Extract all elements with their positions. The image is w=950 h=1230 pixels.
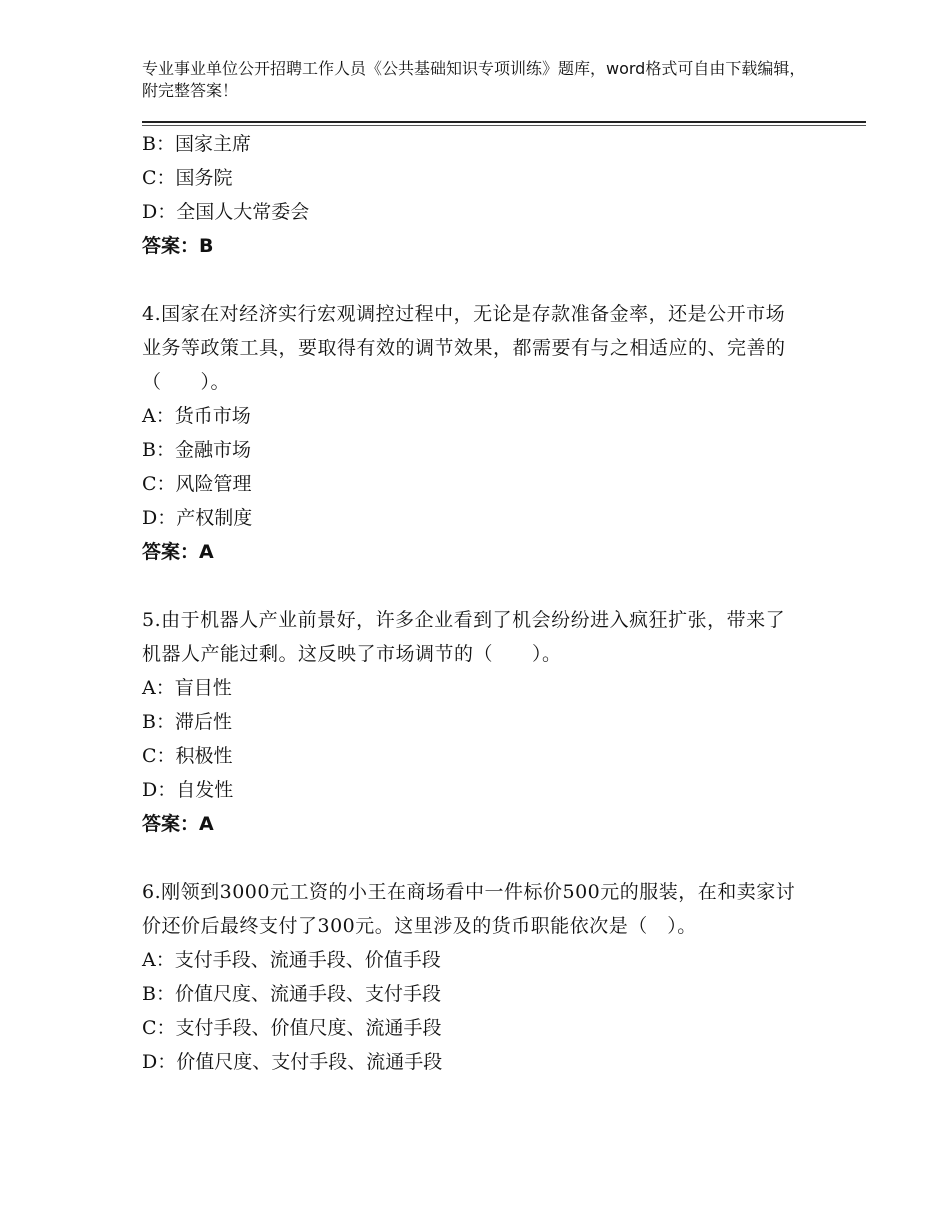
question-prev: [142, 127, 802, 263]
option-a: A：支付手段、流通手段、价值手段: [142, 949, 441, 971]
answer: 答案：A: [142, 813, 214, 835]
page-header: 专业事业单位公开招聘工作人员《公共基础知识专项训练》题库，word格式可自由下载编辑，附完整答案！: [142, 59, 806, 100]
question-5: [142, 603, 802, 841]
option-d: D：产权制度: [142, 507, 253, 529]
option-d: D：全国人大常委会: [142, 201, 310, 223]
header-rule-thin: [142, 125, 866, 126]
option-c: C：支付手段、价值尺度、流通手段: [142, 1017, 442, 1039]
option-b: B：滞后性: [142, 711, 232, 733]
question-6: [142, 875, 802, 1079]
answer: 答案：B: [142, 235, 214, 257]
question-stem: 5.由于机器人产业前景好，许多企业看到了机会纷纷进入疯狂扩张，带来了机器人产能过剩。这反映了市场调节的（ ）。: [142, 609, 786, 665]
question-stem: 6.刚领到3000元工资的小王在商场看中一件标价500元的服装，在和卖家讨价还价后最终支付了300元。这里涉及的货币职能依次是（ ）。: [142, 881, 796, 937]
option-b: B：金融市场: [142, 439, 251, 461]
header-rule-thick: [142, 121, 866, 123]
option-c: C：风险管理: [142, 473, 252, 495]
option-c: C：国务院: [142, 167, 233, 189]
question-stem: 4.国家在对经济实行宏观调控过程中，无论是存款准备金率，还是公开市场业务等政策工具，要取得有效的调节效果，都需要有与之相适应的、完善的（ ）。: [142, 303, 786, 393]
option-d: D：价值尺度、支付手段、流通手段: [142, 1051, 443, 1073]
option-c: C：积极性: [142, 745, 233, 767]
option-a: A：货币市场: [142, 405, 251, 427]
answer: 答案：A: [142, 541, 214, 563]
option-a: A：盲目性: [142, 677, 232, 699]
question-4: [142, 297, 802, 569]
question-list: [142, 127, 802, 1079]
option-d: D：自发性: [142, 779, 234, 801]
option-b: B：价值尺度、流通手段、支付手段: [142, 983, 441, 1005]
option-b: B：国家主席: [142, 133, 251, 155]
